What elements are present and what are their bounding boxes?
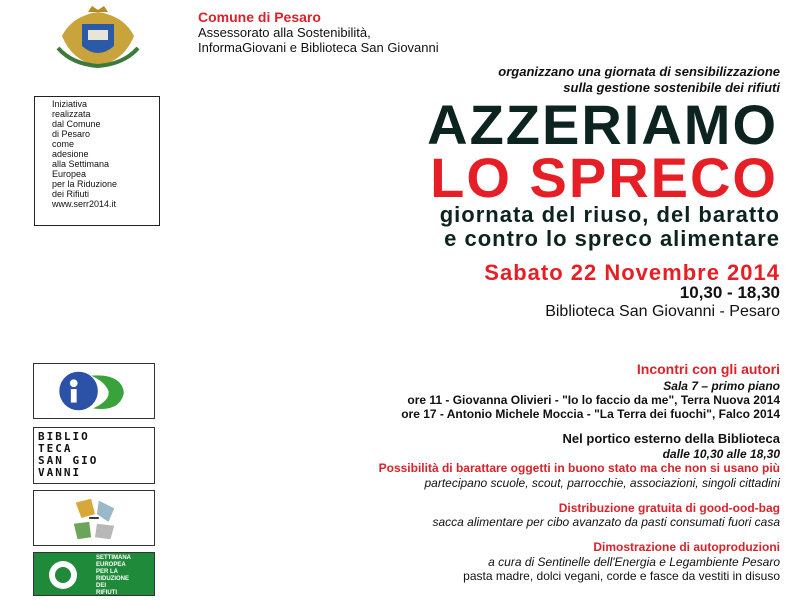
info-line: dei Rifiuti <box>52 189 90 199</box>
info-line: come <box>52 139 75 149</box>
biblioteca-logo-line: TECA <box>38 442 73 455</box>
subtitle-line-1: giornata del riuso, del baratto <box>439 202 780 227</box>
serr-logo-icon <box>38 557 88 593</box>
org-line-2: InformaGiovani e Biblioteca San Giovanni <box>198 40 439 55</box>
intro-line-1: organizzano una giornata di sensibilizzazione <box>498 64 780 79</box>
biblioteca-logo-line: BIBLIO <box>38 430 90 443</box>
biblioteca-logo <box>33 427 155 484</box>
info-line: realizzata <box>52 109 91 119</box>
incontri-title: Incontri con gli autori <box>636 361 780 377</box>
recycle-logo-icon <box>33 490 155 546</box>
biblioteca-logo-line: VANNI <box>38 466 82 479</box>
info-line: Iniziativa <box>52 99 88 109</box>
crest-icon <box>52 6 144 68</box>
informagiovani-logo-icon <box>33 363 155 419</box>
bag-desc: sacca alimentare per cibo avanzato da pasti consumati fuori casa <box>432 515 780 529</box>
info-box-text <box>52 99 156 209</box>
incontri-room: Sala 7 – primo piano <box>663 379 780 393</box>
serr-logo-text <box>96 555 131 597</box>
portico-time: dalle 10,30 alle 18,30 <box>662 447 780 461</box>
info-line: dal Comune <box>52 119 101 129</box>
info-link[interactable]: www.serr2014.it <box>52 199 117 209</box>
talk-2: ore 17 - Antonio Michele Moccia - "La Terra dei fuochi", Falco 2014 <box>401 407 780 421</box>
talk-1: ore 11 - Giovanna Olivieri - "Io lo faccio da me", Terra Nuova 2014 <box>407 393 780 407</box>
org-title: Comune di Pesaro <box>198 9 321 25</box>
info-line: Europea <box>52 169 87 179</box>
serr-logo-line: PER LA <box>96 569 119 575</box>
headline-line-1: AZZERIAMO <box>427 93 778 156</box>
demo-desc-2: pasta madre, dolci vegani, corde e fasce da vestiti in disuso <box>463 569 780 583</box>
headline-line-2: LO SPRECO <box>430 146 778 209</box>
serr-logo-line: DEI <box>96 583 107 589</box>
demo-title: Dimostrazione di autoproduzioni <box>593 540 780 554</box>
demo-desc-1: a cura di Sentinelle dell'Energia e Legambiente Pesaro <box>488 555 780 569</box>
intro-line-2: sulla gestione sostenibile dei rifiuti <box>563 80 780 95</box>
org-line-1: Assessorato alla Sostenibilità, <box>198 25 371 40</box>
info-line: alla Settimana <box>52 159 110 169</box>
biblioteca-logo-line: SAN GIO <box>38 454 99 467</box>
baratto-desc: partecipano scuole, scout, parrocchie, associazioni, singoli cittadini <box>424 476 780 490</box>
info-line: di Pesaro <box>52 129 91 139</box>
event-time: 10,30 - 18,30 <box>679 283 780 302</box>
bag-title: Distribuzione gratuita di good-ood-bag <box>558 501 780 515</box>
event-date: Sabato 22 Novembre 2014 <box>484 260 780 285</box>
baratto-title: Possibilità di barattare oggetti in buono stato ma che non si usano più <box>378 461 780 475</box>
serr-logo-line: EUROPEA <box>96 562 126 568</box>
serr-logo-line: RIDUZIONE <box>96 576 129 582</box>
info-line: per la Riduzione <box>52 179 118 189</box>
serr-logo-line: RIFIUTI <box>96 590 117 596</box>
subtitle-line-2: e contro lo spreco alimentare <box>444 226 780 251</box>
serr-logo <box>33 552 155 596</box>
serr-logo-line: SETTIMANA <box>96 555 131 561</box>
event-venue: Biblioteca San Giovanni - Pesaro <box>545 303 780 320</box>
portico-title: Nel portico esterno della Biblioteca <box>562 431 780 446</box>
info-line: adesione <box>52 149 89 159</box>
